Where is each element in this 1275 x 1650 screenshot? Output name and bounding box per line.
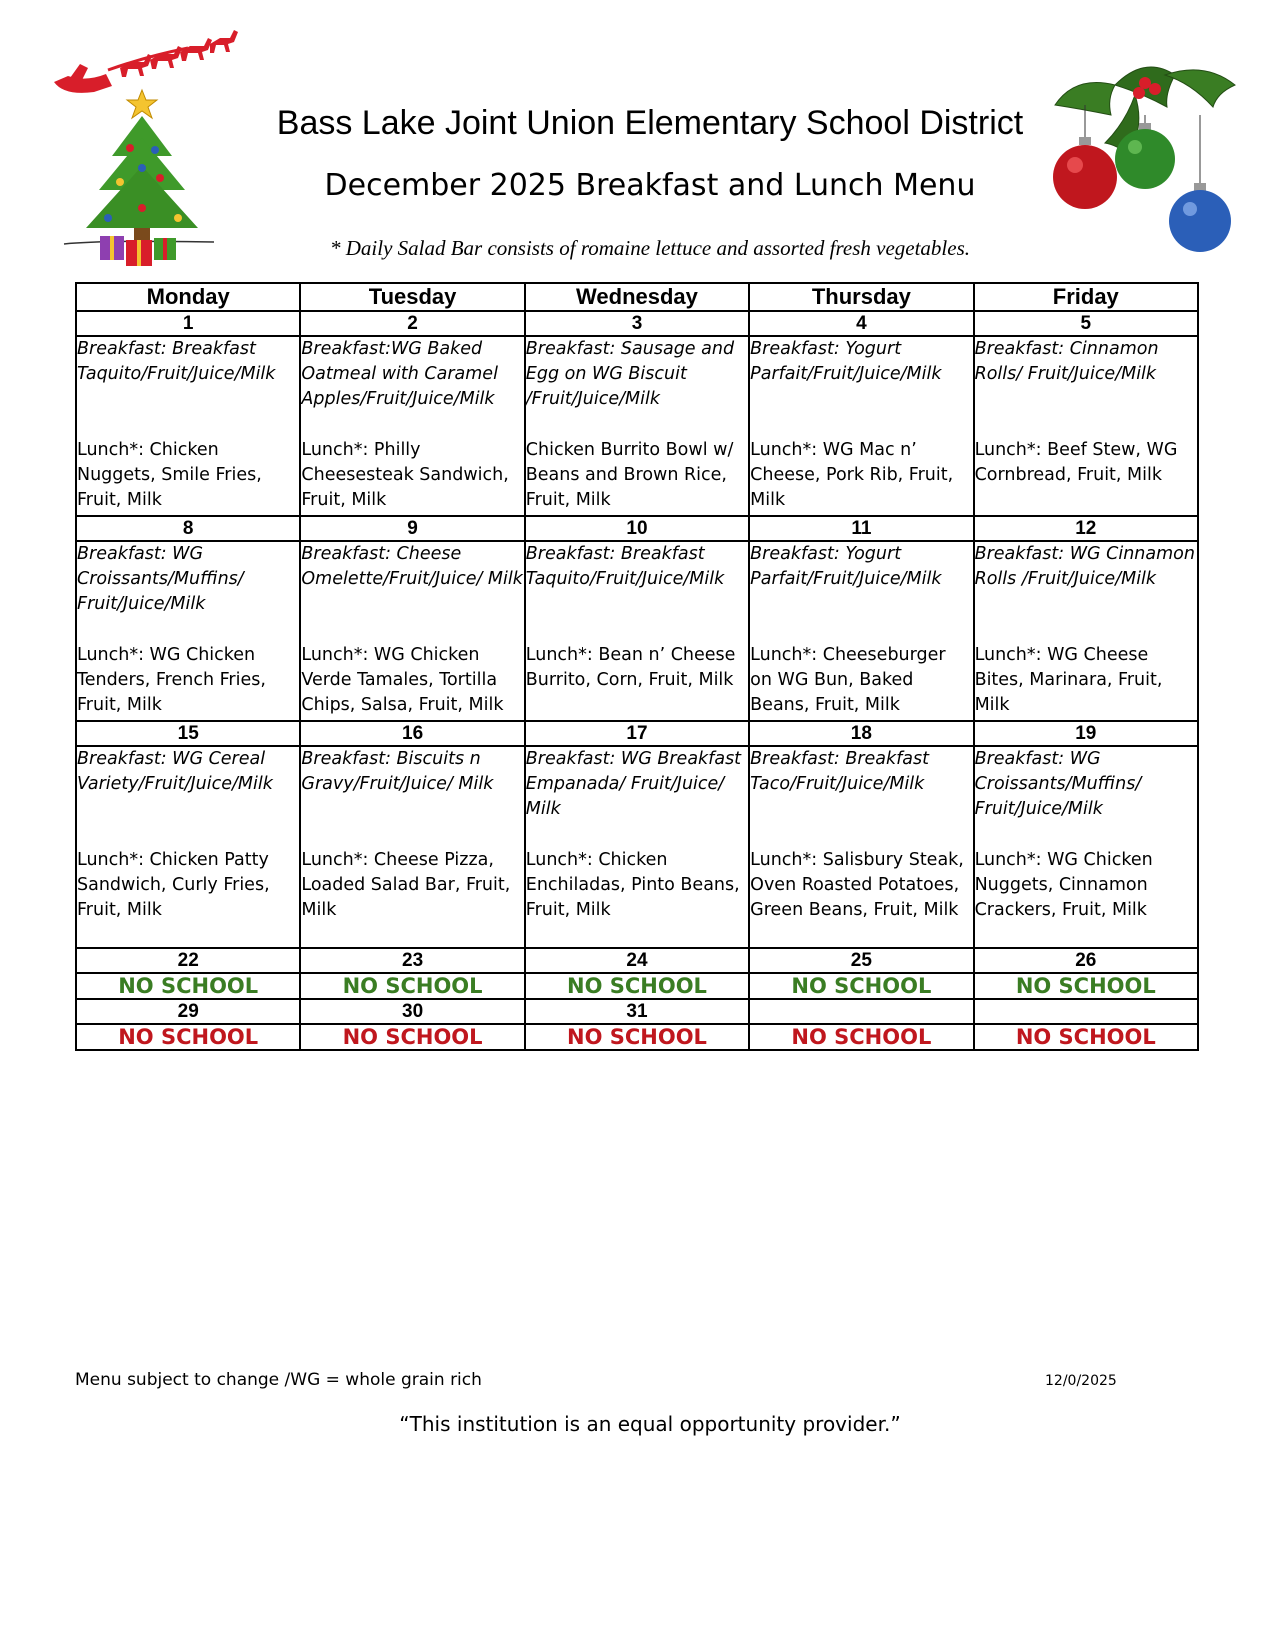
date-number: 26 (974, 948, 1198, 973)
lunch-item: Lunch*: WG Chicken Tenders, French Fries, Fruit, Milk (77, 645, 266, 715)
no-school-label: NO SCHOOL (300, 1024, 524, 1050)
meal-row (76, 746, 1198, 948)
meal-cell (300, 746, 524, 948)
date-number: 15 (76, 721, 300, 746)
date-number: 31 (525, 999, 749, 1024)
no-school-label: NO SCHOOL (300, 973, 524, 999)
lunch-item: Lunch*: Cheese Pizza, Loaded Salad Bar, Fruit, Milk (301, 850, 511, 920)
menu-calendar (75, 282, 1199, 1051)
date-number: 19 (974, 721, 1198, 746)
date-number: 17 (525, 721, 749, 746)
meal-cell (76, 541, 300, 721)
meal-row (76, 336, 1198, 516)
date-number: 10 (525, 516, 749, 541)
breakfast-item: Breakfast:WG Baked Oatmeal with Caramel Apples/Fruit/Juice/Milk (301, 339, 498, 409)
meal-cell (525, 746, 749, 948)
meal-cell (974, 746, 1198, 948)
lunch-item: Chicken Burrito Bowl w/ Beans and Brown Rice, Fruit, Milk (525, 440, 734, 510)
lunch-item: Lunch*: Chicken Patty Sandwich, Curly Fries, Fruit, Milk (77, 850, 270, 920)
lunch-item: Lunch*: Cheeseburger on WG Bun, Baked Beans, Fruit, Milk (750, 645, 946, 715)
menu-title: December 2025 Breakfast and Lunch Menu (324, 168, 976, 203)
breakfast-item: Breakfast: Cheese Omelette/Fruit/Juice/ Milk (301, 544, 523, 589)
date-number: 2 (300, 311, 524, 336)
menu-footnote: Menu subject to change /WG = whole grain rich (75, 1370, 482, 1390)
no-school-label: NO SCHOOL (974, 1024, 1198, 1050)
day-header-thursday: Thursday (749, 283, 973, 311)
day-header-wednesday: Wednesday (525, 283, 749, 311)
day-header-friday: Friday (974, 283, 1198, 311)
lunch-item: Lunch*: Bean n’ Cheese Burrito, Corn, Fruit, Milk (525, 645, 736, 690)
day-header-monday: Monday (76, 283, 300, 311)
meal-cell (76, 746, 300, 948)
date-row (76, 999, 1198, 1024)
revision-date: 12/0/2025 (1045, 1373, 1117, 1389)
no-school-label: NO SCHOOL (974, 973, 1198, 999)
meal-cell (300, 541, 524, 721)
lunch-item: Lunch*: WG Chicken Nuggets, Cinnamon Crackers, Fruit, Milk (974, 850, 1153, 920)
meal-cell (76, 336, 300, 516)
day-header-row (76, 283, 1198, 311)
meal-cell (974, 541, 1198, 721)
no-school-label: NO SCHOOL (749, 973, 973, 999)
breakfast-item: Breakfast: WG Croissants/Muffins/ Fruit/Juice/Milk (974, 749, 1142, 819)
lunch-item: Lunch*: WG Mac n’ Cheese, Pork Rib, Fruit, Milk (750, 440, 954, 510)
date-number: 16 (300, 721, 524, 746)
date-number: 1 (76, 311, 300, 336)
lunch-item: Lunch*: Beef Stew, WG Cornbread, Fruit, Milk (974, 440, 1178, 485)
date-number: 12 (974, 516, 1198, 541)
meal-cell (749, 336, 973, 516)
salad-bar-note: * Daily Salad Bar consists of romaine lettuce and assorted fresh vegetables. (329, 236, 971, 260)
date-row (76, 311, 1198, 336)
breakfast-item: Breakfast: WG Cinnamon Rolls /Fruit/Juice/Milk (974, 544, 1195, 589)
closed-row (76, 973, 1198, 999)
date-number: 25 (749, 948, 973, 973)
meal-cell (300, 336, 524, 516)
lunch-item: Lunch*: Chicken Nuggets, Smile Fries, Fruit, Milk (77, 440, 262, 510)
breakfast-item: Breakfast: Breakfast Taco/Fruit/Juice/Milk (750, 749, 930, 794)
meal-cell (525, 336, 749, 516)
date-number: 3 (525, 311, 749, 336)
meal-cell (974, 336, 1198, 516)
date-number (749, 999, 973, 1024)
closed-row (76, 1024, 1198, 1050)
no-school-label: NO SCHOOL (76, 1024, 300, 1050)
breakfast-item: Breakfast: WG Cereal Variety/Fruit/Juice/Milk (77, 749, 273, 794)
lunch-item: Lunch*: WG Cheese Bites, Marinara, Fruit, Milk (974, 645, 1163, 715)
date-number (974, 999, 1198, 1024)
breakfast-item: Breakfast: Sausage and Egg on WG Biscuit /Fruit/Juice/Milk (525, 339, 735, 409)
breakfast-item: Breakfast: Biscuits n Gravy/Fruit/Juice/ Milk (301, 749, 494, 794)
equal-opportunity-statement: “This institution is an equal opportunity provider.” (399, 1412, 901, 1436)
date-number: 4 (749, 311, 973, 336)
breakfast-item: Breakfast: Breakfast Taquito/Fruit/Juice/Milk (77, 339, 276, 384)
date-number: 8 (76, 516, 300, 541)
date-number: 29 (76, 999, 300, 1024)
date-row (76, 948, 1198, 973)
date-number: 30 (300, 999, 524, 1024)
lunch-item: Lunch*: Philly Cheesesteak Sandwich, Fruit, Milk (301, 440, 509, 510)
date-number: 5 (974, 311, 1198, 336)
no-school-label: NO SCHOOL (525, 1024, 749, 1050)
date-row (76, 721, 1198, 746)
no-school-label: NO SCHOOL (76, 973, 300, 999)
date-number: 11 (749, 516, 973, 541)
lunch-item: Lunch*: Chicken Enchiladas, Pinto Beans, Fruit, Milk (525, 850, 740, 920)
breakfast-item: Breakfast: Breakfast Taquito/Fruit/Juice/Milk (525, 544, 725, 589)
breakfast-item: Breakfast: Cinnamon Rolls/ Fruit/Juice/Milk (974, 339, 1159, 384)
date-number: 22 (76, 948, 300, 973)
date-number: 23 (300, 948, 524, 973)
breakfast-item: Breakfast: WG Breakfast Empanada/ Fruit/Juice/ Milk (525, 749, 742, 819)
no-school-label: NO SCHOOL (749, 1024, 973, 1050)
no-school-label: NO SCHOOL (525, 973, 749, 999)
meal-cell (749, 746, 973, 948)
lunch-item: Lunch*: Salisbury Steak, Oven Roasted Potatoes, Green Beans, Fruit, Milk (750, 850, 964, 920)
date-number: 9 (300, 516, 524, 541)
meal-cell (525, 541, 749, 721)
breakfast-item: Breakfast: Yogurt Parfait/Fruit/Juice/Milk (750, 544, 942, 589)
breakfast-item: Breakfast: Yogurt Parfait/Fruit/Juice/Milk (750, 339, 942, 384)
day-header-tuesday: Tuesday (300, 283, 524, 311)
meal-cell (749, 541, 973, 721)
meal-row (76, 541, 1198, 721)
date-number: 18 (749, 721, 973, 746)
date-number: 24 (525, 948, 749, 973)
lunch-item: Lunch*: WG Chicken Verde Tamales, Tortilla Chips, Salsa, Fruit, Milk (301, 645, 504, 715)
date-row (76, 516, 1198, 541)
breakfast-item: Breakfast: WG Croissants/Muffins/ Fruit/Juice/Milk (77, 544, 244, 614)
district-title: Bass Lake Joint Union Elementary School District (276, 104, 1024, 142)
